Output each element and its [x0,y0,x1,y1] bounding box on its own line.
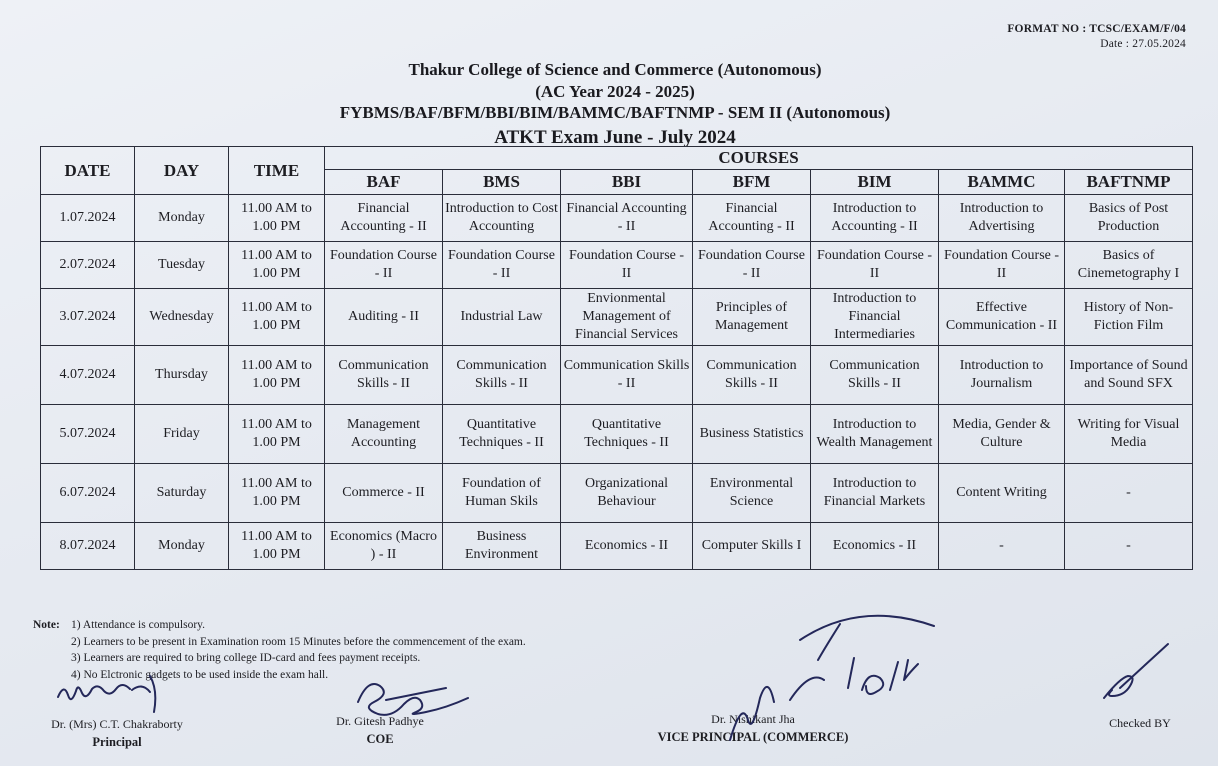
subject-cell: History of Non-Fiction Film [1065,289,1193,346]
subject-cell: Foundation Course - II [693,242,811,289]
day-cell: Tuesday [135,242,229,289]
subject-cell: Principles of Management [693,289,811,346]
subject-cell: Business Statistics [693,405,811,464]
subject-cell: Basics of Post Production [1065,195,1193,242]
subject-cell: Industrial Law [443,289,561,346]
date-cell: 3.07.2024 [41,289,135,346]
subject-cell: Financial Accounting - II [693,195,811,242]
subject-cell: Financial Accounting - II [561,195,693,242]
exam-title: ATKT Exam June - July 2024 [494,127,736,148]
header-date: DATE [41,147,135,195]
date-cell: 1.07.2024 [41,195,135,242]
subject-cell: Content Writing [939,464,1065,523]
subject-cell: Introduction to Financial Markets [811,464,939,523]
time-cell: 11.00 AM to 1.00 PM [229,346,325,405]
header-time: TIME [229,147,325,195]
subject-cell: Effective Communication - II [939,289,1065,346]
date-cell: 4.07.2024 [41,346,135,405]
day-cell: Saturday [135,464,229,523]
signatory-name: Dr. Gitesh Padhye [336,714,424,728]
subject-cell: Foundation Course - II [561,242,693,289]
subject-cell: Foundation Course - II [325,242,443,289]
subject-cell: Communication Skills - II [693,346,811,405]
subject-cell: Economics (Macro ) - II [325,523,443,570]
subject-cell: Foundation Course - II [443,242,561,289]
subject-cell: Environmental Science [693,464,811,523]
time-cell: 11.00 AM to 1.00 PM [229,242,325,289]
signatory-name: Dr. (Mrs) C.T. Chakraborty [51,717,183,731]
subject-cell: Communication Skills - II [325,346,443,405]
signatory-title: VICE PRINCIPAL (COMMERCE) [657,730,849,744]
subject-cell: Introduction to Accounting - II [811,195,939,242]
subject-cell: Commerce - II [325,464,443,523]
subject-cell: Basics of Cinemetography I [1065,242,1193,289]
subject-cell: Introduction to Financial Intermediaries [811,289,939,346]
subject-cell: Business Environment [443,523,561,570]
subject-cell: - [1065,464,1193,523]
format-date: Date : 27.05.2024 [1100,38,1186,50]
signatory-name: Dr. Nishikant Jha [711,712,795,726]
subject-cell: Foundation Course - II [939,242,1065,289]
day-cell: Monday [135,523,229,570]
note-item: 4) No Elctronic gadgets to be used inside the exam hall. [71,668,329,681]
course-header: BAFTNMP [1065,170,1193,195]
header-day: DAY [135,147,229,195]
subject-cell: Communication Skills - II [811,346,939,405]
vice-principal-signature [730,616,934,740]
date-cell: 8.07.2024 [41,523,135,570]
subject-cell: Financial Accounting - II [325,195,443,242]
subject-cell: Introduction to Journalism [939,346,1065,405]
subject-cell: Envionmental Management of Financial Services [561,289,693,346]
time-cell: 11.00 AM to 1.00 PM [229,464,325,523]
subject-cell: Importance of Sound and Sound SFX [1065,346,1193,405]
course-header: BIM [811,170,939,195]
notes-label: Note: [33,619,60,631]
coe-signature [358,684,468,715]
subject-cell: Computer Skills I [693,523,811,570]
signatory-name: Checked BY [1109,716,1171,730]
course-header: BFM [693,170,811,195]
time-cell: 11.00 AM to 1.00 PM [229,195,325,242]
date-cell: 6.07.2024 [41,464,135,523]
subject-cell: Management Accounting [325,405,443,464]
checked-by-signature [1104,644,1168,698]
day-cell: Wednesday [135,289,229,346]
header-courses: COURSES [325,147,1193,170]
subject-cell: Economics - II [811,523,939,570]
time-cell: 11.00 AM to 1.00 PM [229,523,325,570]
subject-cell: Introduction to Cost Accounting [443,195,561,242]
subject-cell: Introduction to Wealth Management [811,405,939,464]
date-cell: 2.07.2024 [41,242,135,289]
subject-cell: - [939,523,1065,570]
academic-year: (AC Year 2024 - 2025) [535,82,695,101]
day-cell: Thursday [135,346,229,405]
day-cell: Friday [135,405,229,464]
course-header: BAF [325,170,443,195]
subject-cell: - [1065,523,1193,570]
subject-cell: Quantitative Techniques - II [561,405,693,464]
subject-cell: Economics - II [561,523,693,570]
signatory-title: Principal [92,735,142,749]
subject-cell: Auditing - II [325,289,443,346]
signatory-title: COE [366,732,394,746]
subject-cell: Communication Skills - II [443,346,561,405]
time-cell: 11.00 AM to 1.00 PM [229,289,325,346]
subject-cell: Quantitative Techniques - II [443,405,561,464]
subject-cell: Organizational Behaviour [561,464,693,523]
format-number: FORMAT NO : TCSC/EXAM/F/04 [1007,23,1186,35]
subject-cell: Communication Skills - II [561,346,693,405]
subject-cell: Writing for Visual Media [1065,405,1193,464]
time-cell: 11.00 AM to 1.00 PM [229,405,325,464]
note-item: 2) Learners to be present in Examination room 15 Minutes before the commencement of the exam. [71,635,526,648]
course-header: BMS [443,170,561,195]
subject-cell: Media, Gender & Culture [939,405,1065,464]
program-list: FYBMS/BAF/BFM/BBI/BIM/BAMMC/BAFTNMP - SEM II (Autonomous) [339,103,891,122]
note-item: 3) Learners are required to bring college ID-card and fees payment receipts. [71,652,421,664]
day-cell: Monday [135,195,229,242]
date-cell: 5.07.2024 [41,405,135,464]
subject-cell: Foundation Course - II [811,242,939,289]
principal-signature [58,676,155,712]
college-name: Thakur College of Science and Commerce (Autonomous) [408,60,822,79]
course-header: BBI [561,170,693,195]
course-header: BAMMC [939,170,1065,195]
subject-cell: Foundation of Human Skils [443,464,561,523]
note-item: 1) Attendance is compulsory. [71,619,206,631]
subject-cell: Introduction to Advertising [939,195,1065,242]
